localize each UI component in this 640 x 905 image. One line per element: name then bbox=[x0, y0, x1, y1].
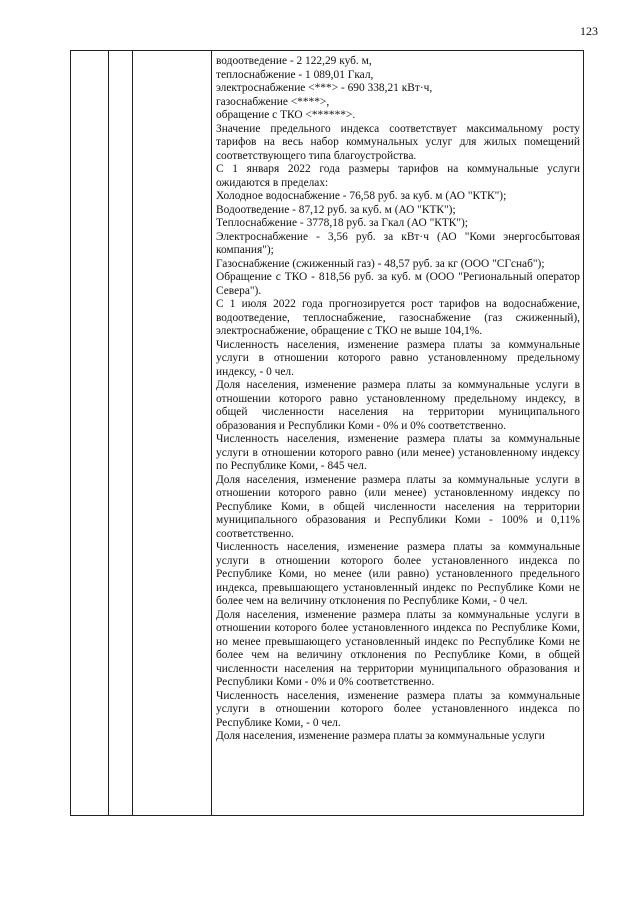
text-line: теплоснабжение - 1 089,01 Гкал, bbox=[216, 68, 374, 81]
paragraph: Численность населения, изменение размера платы за коммунальные услуги в отношении которого равно установленному предельному индексу, - 0 чел. bbox=[216, 338, 580, 378]
text-line: Теплоснабжение - 3778,18 руб. за Гкал (АО "КТК"); bbox=[216, 217, 468, 229]
paragraph: Доля населения, изменение размера платы за коммунальные услуги в отношении которого более установленного индекса по Республике Коми, но менее превышающего установленный индекс по Республике Коми не более чем на величину отклонения по Республике Коми, в общей численности населения на территории муниципального образования и Республики Коми - 0% и 0% соответственно. bbox=[216, 608, 580, 688]
column-divider bbox=[108, 51, 109, 815]
text-line: Водоотведение - 87,12 руб. за куб. м (АО "КТК"); bbox=[216, 203, 456, 216]
paragraph: Численность населения, изменение размера платы за коммунальные услуги в отношении которого более установленного индекса по Республике Коми, но менее (или равно) установленного предельного индекса, превышающего установленный индекс по Республике Коми не более чем на величину отклонения по Республике Коми, - 0 чел. bbox=[216, 541, 580, 607]
column-divider bbox=[211, 51, 212, 815]
text-line: Обращение с ТКО - 818,56 руб. за куб. м (ООО "Региональный оператор Севера"). bbox=[216, 271, 580, 297]
text-line: водоотведение - 2 122,29 куб. м, bbox=[216, 55, 372, 67]
text-line: Электроснабжение - 3,56 руб. за кВт·ч (АО "Коми энергосбытовая компания"); bbox=[216, 230, 580, 256]
paragraph: Доля населения, изменение размера платы за коммунальные услуги в отношении которого равно (или менее) установленному индексу по Республике Коми, в общей численности населения на территории муниципального образования и Республики Коми - 100% и 0,11% соответственно. bbox=[216, 473, 580, 540]
paragraph: С 1 июля 2022 года прогнозируется рост тарифов на водоснабжение, водоотведение, теплоснабжение, газоснабжение (газ сжиженный), электроснабжение, обращение с ТКО не выше 104,1%. bbox=[216, 298, 580, 337]
paragraph: Численность населения, изменение размера платы за коммунальные услуги в отношении которого более установленного индекса по Республике Коми, - 0 чел. bbox=[216, 689, 580, 729]
paragraph: Доля населения, изменение размера платы за коммунальные услуги bbox=[216, 730, 545, 742]
paragraph: Значение предельного индекса соответствует максимальному росту тарифов на весь набор коммунальных услуг для жилых помещений соответствующего типа благоустройства. bbox=[216, 122, 580, 162]
text-line: электроснабжение <***> - 690 338,21 кВт·ч, bbox=[216, 82, 433, 94]
text-line: газоснабжение <****>, bbox=[216, 95, 330, 108]
document-table bbox=[70, 50, 584, 816]
paragraph: С 1 января 2022 года размеры тарифов на коммунальные услуги ожидаются в пределах: bbox=[216, 163, 580, 189]
column-divider bbox=[132, 51, 133, 815]
text-line: Холодное водоснабжение - 76,58 руб. за куб. м (АО "КТК"); bbox=[216, 190, 507, 202]
text-cell bbox=[216, 55, 580, 744]
paragraph: Численность населения, изменение размера платы за коммунальные услуги в отношении которого равно (или менее) установленному индексу по Республике Коми, - 845 чел. bbox=[216, 433, 580, 472]
text-line: обращение с ТКО <******>. bbox=[216, 109, 356, 121]
page-number: 123 bbox=[580, 24, 598, 38]
paragraph: Доля населения, изменение размера платы за коммунальные услуги в отношении которого равно установленному предельному индексу, в общей численности населения на территории муниципального образования и Республики Коми - 0% и 0% соответственно. bbox=[216, 379, 580, 432]
text-line: Газоснабжение (сжиженный газ) - 48,57 руб. за кг (ООО "СГснаб"); bbox=[216, 257, 545, 270]
